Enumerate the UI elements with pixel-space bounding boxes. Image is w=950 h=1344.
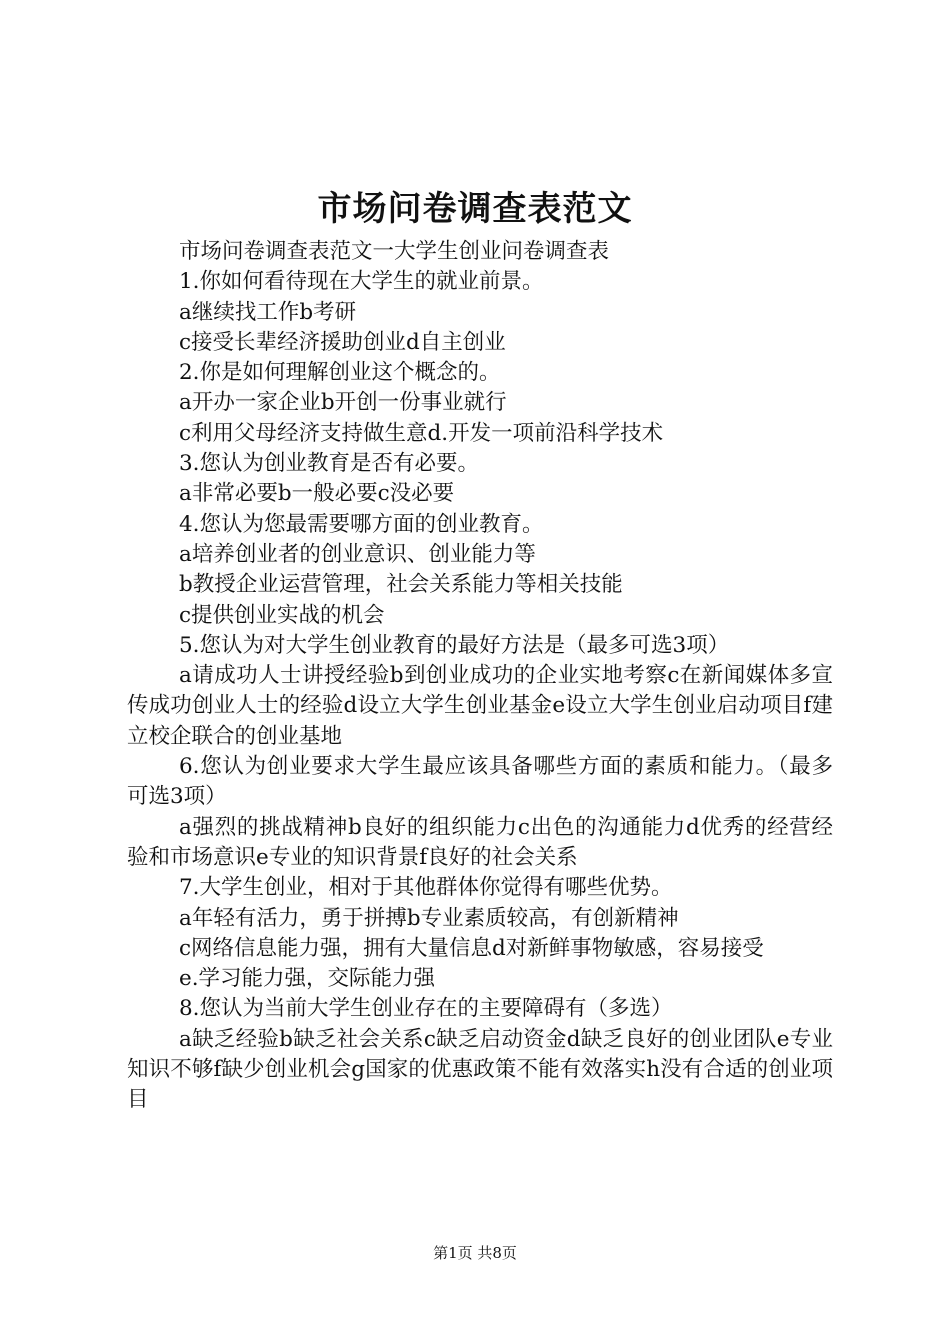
document-body — [127, 237, 833, 1116]
document-paragraph: 7.大学生创业，相对于其他群体你觉得有哪些优势。 — [179, 875, 673, 901]
page-title: 市场问卷调查表范文 — [317, 189, 633, 229]
document-paragraph: c网络信息能力强，拥有大量信息d对新鲜事物敏感，容易接受 — [179, 935, 764, 961]
document-paragraph: e.学习能力强，交际能力强 — [179, 966, 436, 992]
document-paragraph: a缺乏经验b缺乏社会关系c缺乏启动资金d缺乏良好的创业团队e专业知识不够f缺少创业机会g国家的优惠政策不能有效落实h没有合适的创业项目 — [127, 1026, 833, 1113]
document-paragraph: b教授企业运营管理，社会关系能力等相关技能 — [179, 572, 623, 598]
document-paragraph: a开办一家企业b开创一份事业就行 — [179, 390, 507, 416]
document-paragraph: a请成功人士讲授经验b到创业成功的企业实地考察c在新闻媒体多宣传成功创业人士的经验d设立大学生创业基金e设立大学生创业启动项目f建立校企联合的创业基地 — [127, 663, 833, 749]
document-paragraph: a年轻有活力，勇于拼搏b专业素质较高，有创新精神 — [179, 905, 679, 931]
document-paragraph: c利用父母经济支持做生意d.开发一项前沿科学技术 — [179, 420, 664, 446]
document-paragraph: a非常必要b一般必要c没必要 — [179, 481, 455, 507]
document-paragraph: 市场问卷调查表范文一大学生创业问卷调查表 — [179, 239, 610, 264]
document-paragraph: c接受长辈经济援助创业d自主创业 — [179, 329, 506, 355]
document-paragraph: 4.您认为您最需要哪方面的创业教育。 — [179, 511, 544, 537]
document-paragraph: a强烈的挑战精神b良好的组织能力c出色的沟通能力d优秀的经营经验和市场意识e专业的知识背景f良好的社会关系 — [127, 814, 833, 870]
page-footer: 第1页 共8页 — [433, 1244, 517, 1262]
document-paragraph: 1.你如何看待现在大学生的就业前景。 — [179, 269, 544, 295]
document-paragraph: 8.您认为当前大学生创业存在的主要障碍有（多选） — [179, 996, 673, 1022]
document-paragraph: a继续找工作b考研 — [179, 299, 357, 325]
document-paragraph: 6.您认为创业要求大学生最应该具备哪些方面的素质和能力。（最多可选3项） — [127, 754, 833, 810]
document-paragraph: 2.你是如何理解创业这个概念的。 — [179, 360, 501, 386]
document-paragraph: c提供创业实战的机会 — [179, 602, 385, 628]
document-paragraph: 5.您认为对大学生创业教育的最好方法是（最多可选3项） — [179, 632, 730, 658]
document-paragraph: a培养创业者的创业意识、创业能力等 — [179, 541, 536, 567]
document-paragraph: 3.您认为创业教育是否有必要。 — [179, 451, 480, 477]
